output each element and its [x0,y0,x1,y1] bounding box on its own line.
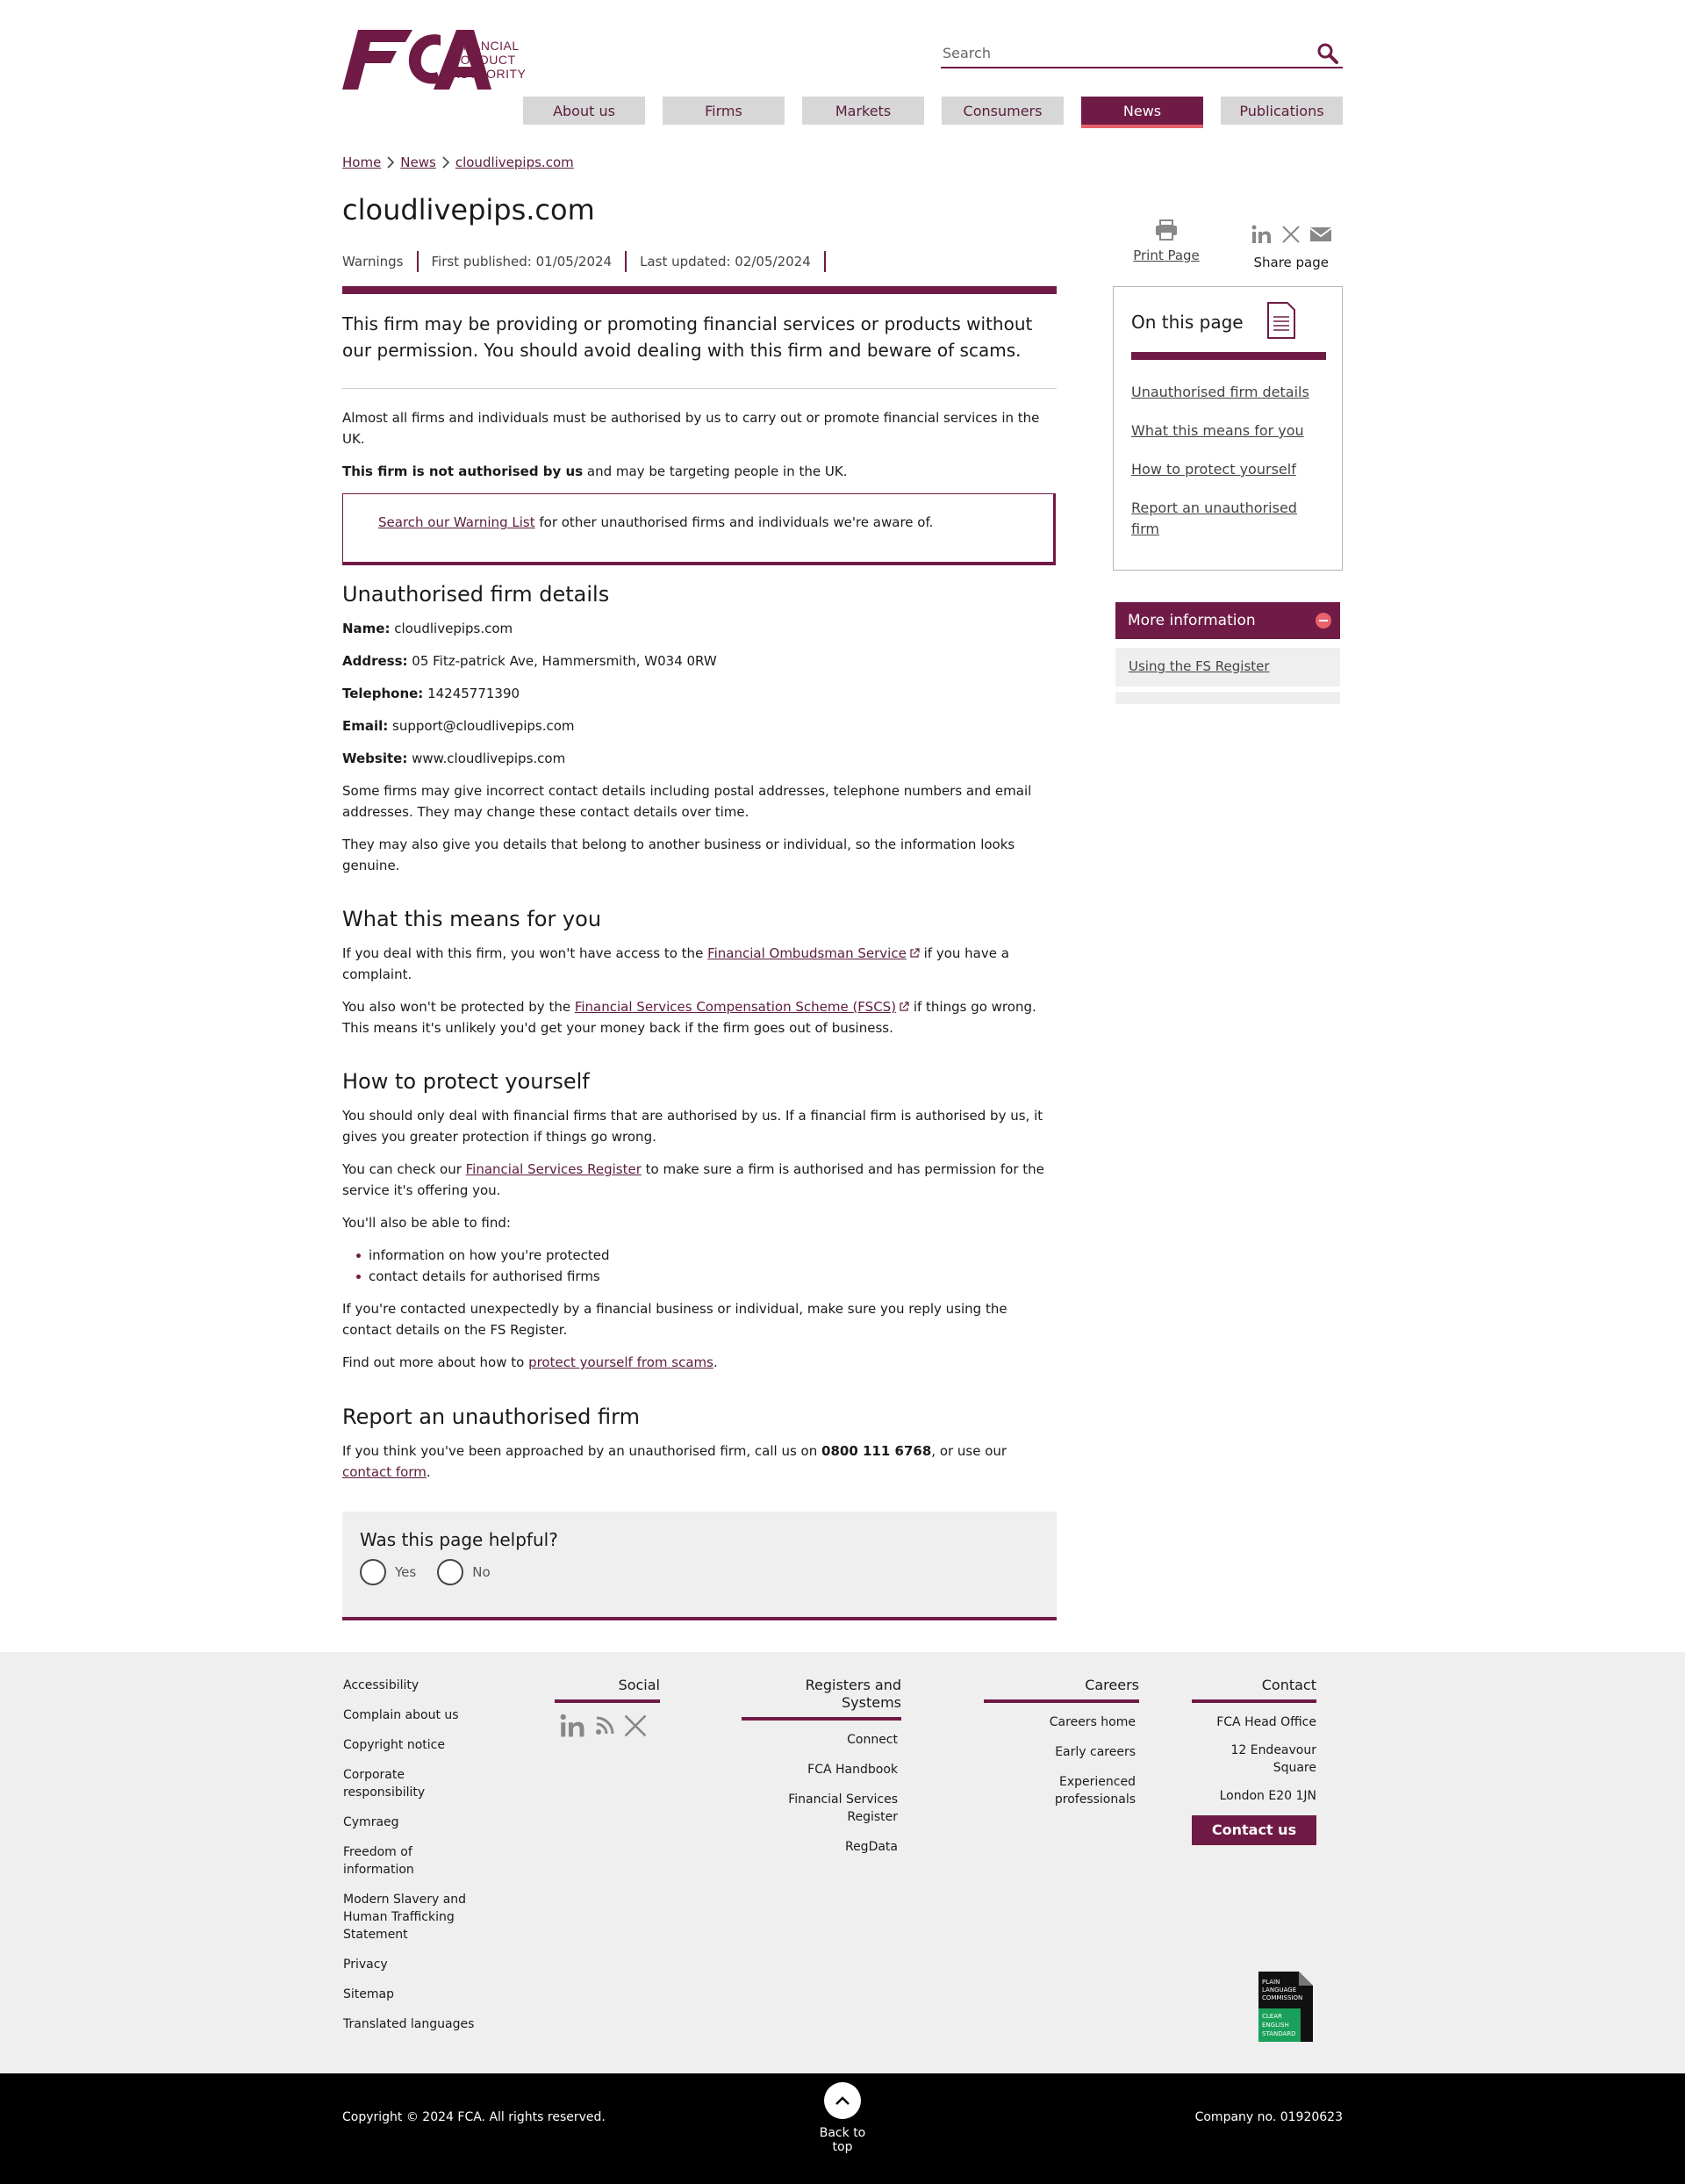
last-updated: Last updated: 02/05/2024 [627,251,826,272]
fs-register-guide-link[interactable]: Using the FS Register [1129,658,1270,674]
feedback-panel [342,1512,1057,1620]
footer-link-careers-home[interactable]: Careers home [1049,1715,1136,1729]
section-heading: What this means for you [342,907,602,931]
lead-paragraph: This firm may be providing or promoting financial services or products without our permission. You should avoid dealing with this firm and beware of scams. [342,313,1033,361]
no-label: No [472,1564,491,1580]
svg-text:STANDARD: STANDARD [1262,2030,1296,2037]
footer-link-handbook[interactable]: FCA Handbook [807,1763,898,1777]
footer-link-corporate[interactable]: Corporate responsibility [343,1768,426,1800]
nav-firms[interactable]: Firms [663,97,785,125]
email-icon[interactable] [1309,226,1332,243]
footer-careers-heading: Careers [984,1677,1139,1703]
x-twitter-icon[interactable] [1281,225,1301,244]
contact-form-link[interactable]: contact form [342,1464,427,1480]
breadcrumb-current[interactable]: cloudlivepips.com [455,154,574,170]
footer-link-modern-slavery[interactable]: Modern Slavery and Human Trafficking Statement [343,1893,467,1942]
site-footer [0,1652,1685,2073]
protect-paragraph-4: If you're contacted unexpectedly by a financial business or individual, make sure you reply using the contact details on the FS Register. [342,1301,1007,1338]
footer-registers [742,1677,901,1868]
plain-english-badge [1258,1972,1313,2042]
protect-paragraph-5: Find out more about how to protect yourself from scams. [342,1354,718,1370]
nav-news[interactable]: News [1081,97,1203,128]
footer-registers-heading: Registers and Systems [742,1677,901,1721]
title-divider [342,286,1057,294]
linkedin-icon[interactable] [560,1713,586,1738]
bottom-bar [0,2073,1685,2184]
scams-link[interactable]: protect yourself from scams [528,1354,713,1370]
nav-consumers[interactable]: Consumers [942,97,1064,125]
footer-link-foi[interactable]: Freedom of information [343,1845,414,1877]
intro-section [342,407,1057,493]
report-paragraph: If you think you've been approached by an unauthorised firm, call us on 0800 111 6768, or use our contact form. [342,1443,1007,1480]
rss-icon[interactable] [595,1716,614,1735]
protect-paragraph-3: You'll also be able to find: [342,1215,511,1231]
chevron-up-icon [834,2094,851,2107]
details-note-1: Some firms may give incorrect contact details including postal addresses, telephone numbers and email addresses. They may change these contact details over time. [342,783,1032,820]
address-line: London E20 1JN [1219,1789,1316,1803]
details-note-2: They may also give you details that belong to another business or individual, so the information looks genuine. [342,837,1015,873]
detail-telephone: Telephone: 14245771390 [342,686,520,701]
detail-email: Email: support@cloudlivepips.com [342,718,575,734]
back-to-top-button[interactable] [809,2082,876,2154]
means-paragraph-2: You also won't be protected by the Financial Services Compensation Scheme (FSCS) if things go wrong. This means it's unlikely you'd get your money back if the firm goes out of business. [342,999,1036,1036]
nav-markets[interactable]: Markets [802,97,924,125]
chevron-right-icon [386,155,395,169]
feedback-question: Was this page helpful? [360,1529,558,1550]
more-information-toggle[interactable] [1115,602,1340,639]
footer-social [555,1677,660,1738]
protect-section [342,1068,1057,1384]
svg-text:PLAIN: PLAIN [1262,1979,1280,1986]
list-item: information on how you're protected [356,1245,1057,1266]
print-page-label[interactable]: Print Page [1133,248,1200,263]
footer-link-accessibility[interactable]: Accessibility [343,1678,419,1692]
detail-name: Name: cloudlivepips.com [342,621,513,636]
phone-number: 0800 111 6768 [821,1443,932,1459]
intro-text: Almost all firms and individuals must be authorised by us to carry out or promote financial services in the UK. [342,410,1040,447]
share-page-label: Share page [1253,255,1329,270]
on-this-page-title: On this page [1131,312,1244,333]
list-item: contact details for authorised firms [356,1266,1057,1287]
detail-website: Website: www.cloudlivepips.com [342,751,566,766]
breadcrumb-news[interactable]: News [400,154,436,170]
no-radio[interactable] [437,1559,463,1585]
more-information-footer [1115,692,1340,704]
footer-link-translated[interactable]: Translated languages [343,2017,475,2031]
footer-careers [984,1677,1139,1821]
footer-link-experienced[interactable]: Experienced professionals [1054,1775,1136,1807]
yes-label: Yes [395,1564,417,1580]
means-paragraph-1: If you deal with this firm, you won't have access to the Financial Ombudsman Service if you have a complaint. [342,945,1009,982]
on-this-page-panel [1113,286,1343,571]
footer-contact [1192,1677,1316,1845]
onpage-link-report[interactable]: Report an unauthorised firm [1131,499,1297,537]
fs-register-link[interactable]: Financial Services Register [465,1161,642,1177]
collapse-icon[interactable] [1316,613,1331,629]
search-box [941,39,1343,68]
firm-details-section [342,581,1057,887]
back-to-top-label: Back to top [819,2126,866,2154]
svg-text:COMMISSION: COMMISSION [1262,1994,1303,2001]
address-line: FCA Head Office [1216,1715,1316,1729]
svg-text:ENGLISH: ENGLISH [1262,2022,1289,2029]
onpage-link-means[interactable]: What this means for you [1131,422,1304,439]
linkedin-icon[interactable] [1251,225,1273,244]
print-page-button[interactable] [1129,219,1204,263]
document-icon [1266,301,1296,340]
ombudsman-link[interactable]: Financial Ombudsman Service [707,945,907,961]
panel-divider [1131,352,1326,360]
warning-list-callout: Search our Warning List for other unauthorised firms and individuals we're aware of. [342,493,1056,565]
section-heading: Unauthorised firm details [342,582,610,607]
footer-links [343,1677,475,2045]
page-title: cloudlivepips.com [342,193,595,226]
footer-link-early-careers[interactable]: Early careers [1055,1745,1136,1759]
footer-contact-heading: Contact [1192,1677,1316,1703]
contact-us-button[interactable]: Contact us [1192,1815,1316,1845]
printer-icon [1155,219,1178,241]
report-section [342,1404,1057,1494]
main-nav [523,97,1343,126]
footer-link-complain[interactable]: Complain about us [343,1708,459,1722]
external-link-icon [899,1002,909,1012]
footer-link-fs-register[interactable]: Financial Services Register [788,1792,898,1824]
footer-link-sitemap[interactable]: Sitemap [343,1987,394,2001]
footer-link-regdata[interactable]: RegData [844,1840,898,1854]
footer-link-copyright[interactable]: Copyright notice [343,1738,445,1752]
page-meta [342,251,826,272]
more-information-title: More information [1128,612,1256,629]
divider [342,388,1057,389]
breadcrumb-home[interactable]: Home [342,154,382,170]
footer-link-cymraeg[interactable]: Cymraeg [343,1815,399,1829]
protect-list [356,1245,1057,1287]
svg-text:LANGUAGE: LANGUAGE [1262,1986,1297,1994]
external-link-icon [909,948,920,959]
address-line: 12 Endeavour Square [1230,1743,1316,1775]
svg-text:CLEAR: CLEAR [1262,2013,1282,2020]
section-heading: Report an unauthorised firm [342,1405,640,1429]
more-information-item [1115,648,1340,686]
category-tag: Warnings [342,251,419,272]
company-number: Company no. 01920623 [1194,2110,1343,2124]
protect-paragraph-2: You can check our Financial Services Register to make sure a firm is authorised and has permission for the service it's offering you. [342,1161,1044,1198]
search-input[interactable] [941,39,1292,67]
warning-list-link[interactable]: Search our Warning List [378,514,535,530]
onpage-link-firm-details[interactable]: Unauthorised firm details [1131,384,1309,400]
nav-about-us[interactable]: About us [523,97,645,125]
first-published: First published: 01/05/2024 [419,251,627,272]
footer-link-privacy[interactable]: Privacy [343,1958,388,1972]
chevron-right-icon [441,155,450,169]
share-bar [1125,219,1343,281]
protect-paragraph-1: You should only deal with financial firms that are authorised by us. If a financial firm is authorised by us, it gives you greater protection if things go wrong. [342,1108,1043,1145]
logo-wordmark: FINANCIAL CONDUCT AUTHORITY [451,39,527,81]
search-icon[interactable] [1316,42,1339,65]
nav-publications[interactable]: Publications [1221,97,1343,125]
not-authorised-text: This firm is not authorised by us and may be targeting people in the UK. [342,463,848,479]
x-twitter-icon[interactable] [623,1713,648,1738]
footer-social-heading: Social [555,1677,660,1703]
detail-address: Address: 05 Fitz-patrick Ave, Hammersmith, W034 0RW [342,653,717,669]
copyright-text: Copyright © 2024 FCA. All rights reserved. [342,2110,606,2124]
footer-link-connect[interactable]: Connect [847,1733,898,1747]
yes-radio[interactable] [360,1559,386,1585]
fscs-link[interactable]: Financial Services Compensation Scheme (FSCS) [574,999,897,1015]
breadcrumb [342,154,574,170]
onpage-link-protect[interactable]: How to protect yourself [1131,461,1296,478]
means-section [342,906,1057,1050]
section-heading: How to protect yourself [342,1069,590,1094]
